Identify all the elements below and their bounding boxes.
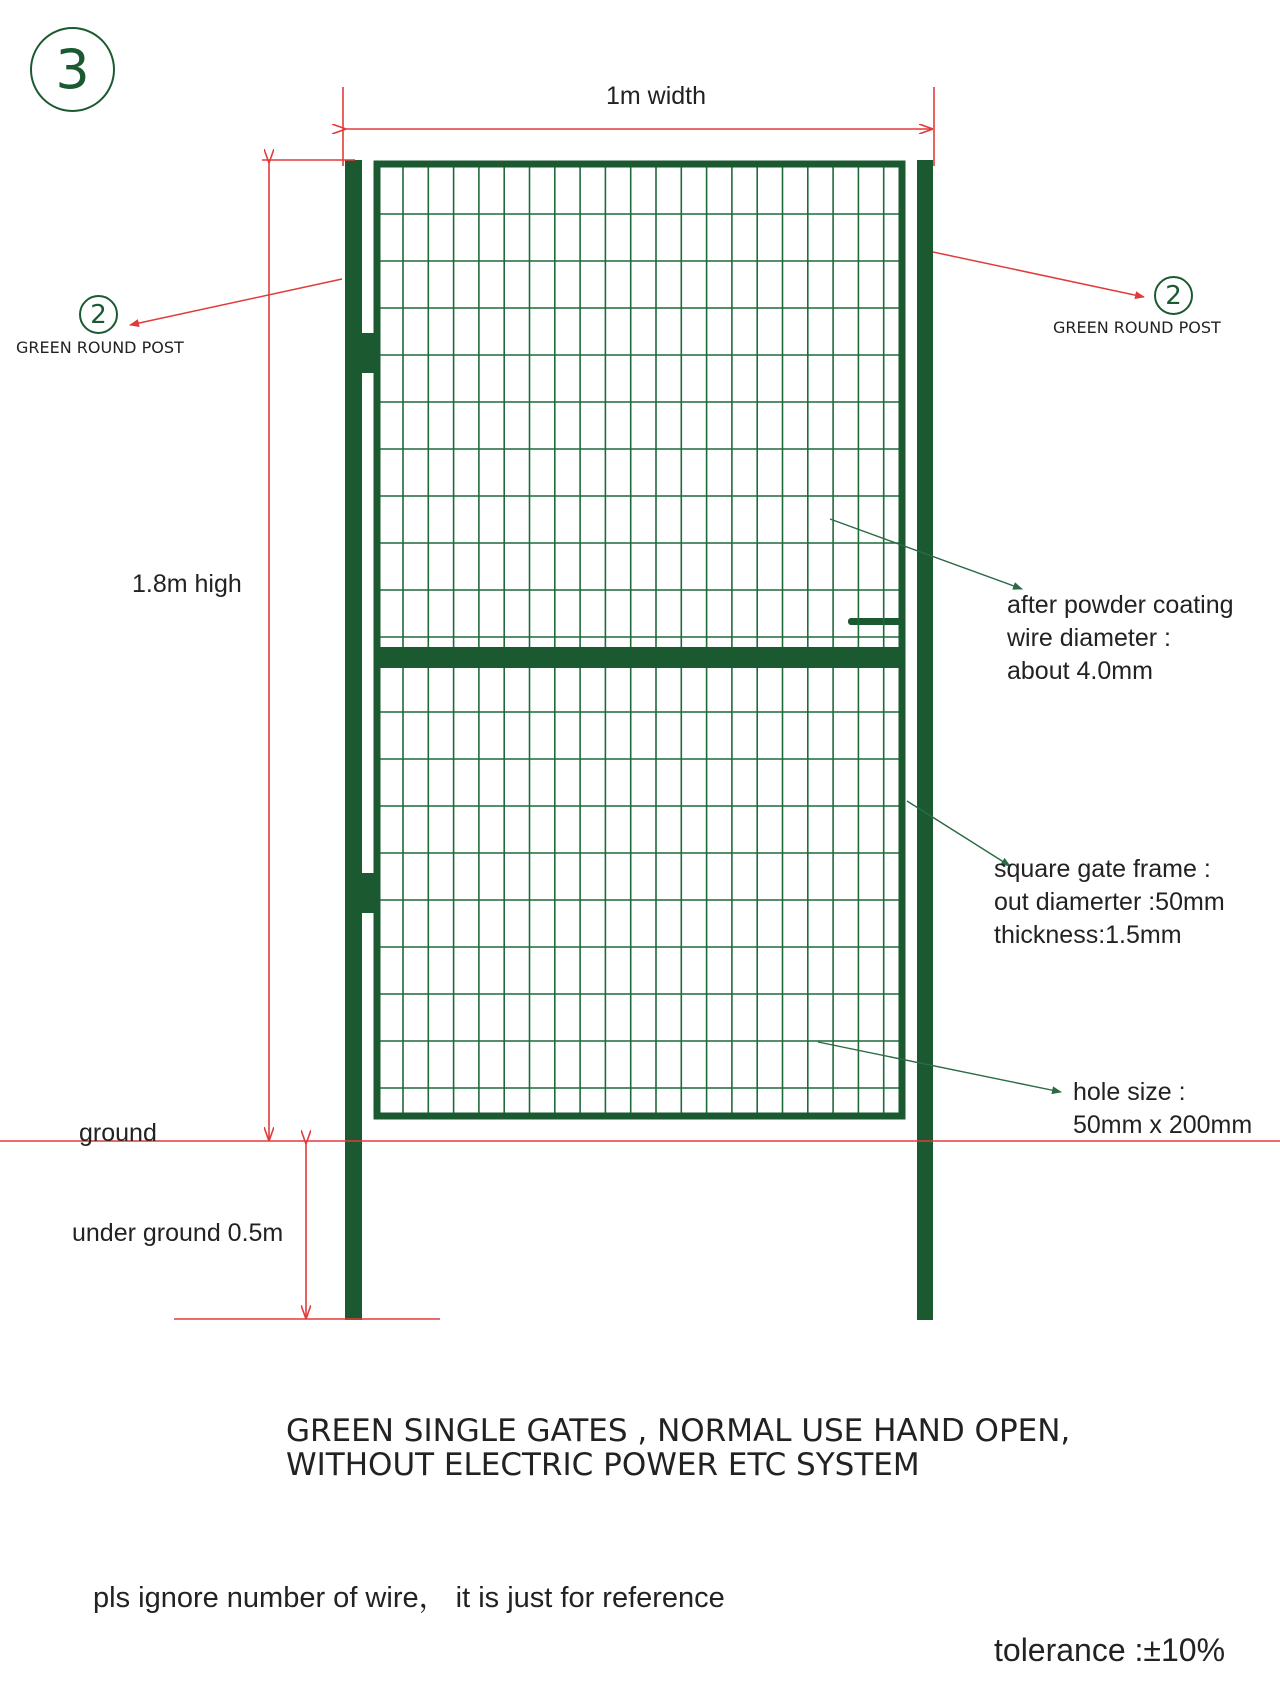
right-post-leader [933,252,1144,297]
under-ground-label: under ground 0.5m [72,1219,284,1247]
middle-rail [375,647,905,668]
left-post-leader [130,279,342,325]
wire-spec-line: wire diameter : [1007,624,1171,652]
wire-spec-line: about 4.0mm [1007,657,1153,685]
frame-spec-line: out diamerter :50mm [994,888,1225,916]
left-post-label: GREEN ROUND POST [16,338,184,357]
hole-leader [818,1042,1061,1092]
right-post [917,160,933,1320]
frame-spec-line: thickness:1.5mm [994,921,1182,949]
right-post-number-badge [1154,276,1193,315]
hole-spec-line: hole size : [1073,1078,1186,1106]
wire-mesh [380,167,899,1113]
left-post-number-badge [79,295,118,334]
hole-spec-line: 50mm x 200mm [1073,1111,1253,1139]
ground-label: ground [79,1119,157,1147]
right-post-label: GREEN ROUND POST [1053,318,1221,337]
tolerance-note: tolerance :±10% [994,1632,1226,1668]
frame-spec [994,853,1225,952]
wire-spec-line: after powder coating [1007,591,1234,619]
diagram-number-badge [30,27,115,112]
gate-latch [848,618,903,625]
caption-line: GREEN SINGLE GATES , NORMAL USE HAND OPEN, [286,1413,1071,1449]
caption-line: WITHOUT ELECTRIC POWER ETC SYSTEM [286,1447,920,1483]
caption [286,1414,1070,1482]
left-post-number: 2 [90,299,107,330]
diagram-number: 3 [55,38,90,101]
wire-spec [1007,589,1234,688]
reference-note: pls ignore number of wire， it is just for reference [93,1582,725,1614]
left-post [345,160,362,1320]
hole-spec [1073,1076,1252,1142]
frame-spec-line: square gate frame : [994,855,1211,883]
gate-frame [377,164,902,1116]
height-label: 1.8m high [132,570,242,598]
width-label: 1m width [606,82,707,110]
right-post-number: 2 [1165,280,1182,311]
